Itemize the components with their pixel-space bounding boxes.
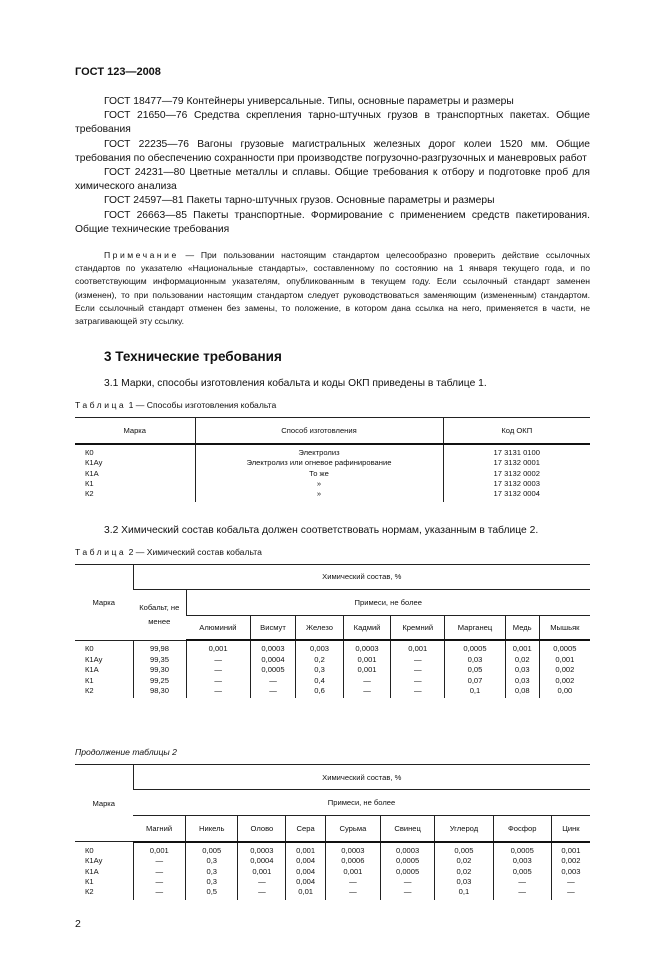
header-element: Сурьма: [325, 816, 380, 842]
table-cell: 0,0005: [445, 640, 505, 654]
table-cell: 0,004: [286, 867, 326, 877]
cell-marka: К0: [85, 447, 94, 457]
table-cell: 0,3: [186, 877, 238, 887]
table-cell: —: [133, 877, 186, 887]
table-cell: 0,004: [286, 856, 326, 866]
table-cell: 0,02: [505, 655, 539, 665]
header-element: Железо: [296, 615, 344, 640]
reference-item: ГОСТ 26663—85 Пакеты транспортные. Формирование с применением средств пакетирования. Общие технические требования: [75, 209, 590, 235]
cell-marka: К1: [85, 478, 94, 488]
table-cell: 0,0005: [380, 867, 434, 877]
table-cell: 99,35: [133, 655, 186, 665]
table-cell: —: [493, 877, 551, 887]
table-cell: 0,03: [445, 655, 505, 665]
header-impurities: Примеси, не более: [186, 589, 590, 615]
cell-marka: К2: [85, 489, 94, 499]
table-cell: —: [250, 686, 295, 698]
table-cell: —: [343, 686, 390, 698]
table-cell: 0,6: [296, 686, 344, 698]
table1-caption: [75, 399, 590, 411]
table-cell: 0,08: [505, 686, 539, 698]
table-cell: 0,0005: [539, 640, 590, 654]
table-row: [75, 640, 590, 654]
page-number: 2: [75, 917, 81, 930]
table-label: Таблица: [75, 400, 127, 411]
header-element: Кремний: [391, 615, 445, 640]
reference-item: ГОСТ 18477—79 Контейнеры универсальные. Типы, основные параметры и размеры: [104, 96, 514, 107]
paragraph-3-2: 3.2 Химический состав кобальта должен соответствовать нормам, указанным в таблице 2.: [104, 524, 539, 536]
header-element: Кадмий: [343, 615, 390, 640]
table-cell: 0,3: [186, 867, 238, 877]
table-caption-text: 1 — Способы изготовления кобальта: [126, 400, 277, 411]
header-marka: Марка: [75, 765, 133, 842]
table-cell: —: [551, 877, 590, 887]
table-cell: 0,0006: [325, 856, 380, 866]
table-2-continuation: [75, 764, 590, 900]
table-cell: 0,5: [186, 887, 238, 899]
header-element: Фосфор: [493, 816, 551, 842]
table-cell: »: [195, 479, 443, 489]
table-cell: Электролиз или огневое рафинирование: [195, 458, 443, 468]
table-cell: 0,02: [435, 867, 493, 877]
table-caption-text: 2 — Химический состав кобальта: [126, 546, 262, 557]
table-cell: 0,07: [445, 676, 505, 686]
table-cell: 0,001: [286, 842, 326, 856]
table-cell: 0,0004: [238, 856, 286, 866]
reference-item: ГОСТ 24231—80 Цветные металлы и сплавы. Общие требования к отбору и подготовке проб для химического анализа: [75, 167, 590, 193]
header-element: Мышьяк: [539, 615, 590, 640]
table-cell: 0,001: [391, 640, 445, 654]
header-method: Способ изготовления: [195, 418, 443, 444]
reference-item: ГОСТ 21650—76 Средства скрепления тарно-штучных грузов в транспортных пакетах. Общие требования: [75, 110, 590, 136]
table-cell: —: [133, 856, 186, 866]
header-composition: Химический состав, %: [133, 765, 590, 790]
reference-item: ГОСТ 22235—76 Вагоны грузовые магистральных железных дорог колеи 1520 мм. Общие требования по обеспечению сохранности при производстве погрузочно-разгрузочных и маневровых работ: [75, 138, 590, 164]
table-cell: —: [186, 665, 250, 675]
header-element: Цинк: [551, 816, 590, 842]
table-cell: —: [133, 887, 186, 899]
table-row: [75, 444, 590, 458]
table-cell: 17 3131 0100: [443, 444, 590, 458]
table-cell: —: [186, 676, 250, 686]
table-cell: 0,0003: [250, 640, 295, 654]
table-cell: 0,3: [186, 856, 238, 866]
note-label: Примечание: [104, 250, 179, 261]
cell-marka: К1: [85, 877, 94, 887]
table-cell: 0,001: [539, 655, 590, 665]
table-cell: 17 3132 0003: [443, 479, 590, 489]
table-row: [75, 479, 590, 489]
table-cell: 0,001: [186, 640, 250, 654]
table-cell: 0,0004: [250, 655, 295, 665]
cell-marka: К1А: [85, 665, 99, 675]
table-cell: 0,1: [435, 887, 493, 899]
table-cell: —: [380, 887, 434, 899]
table-cell: 0,003: [551, 867, 590, 877]
cell-marka: К1А: [85, 468, 99, 478]
table-cell: 0,1: [445, 686, 505, 698]
table-cell: 98,30: [133, 686, 186, 698]
table-cell: —: [238, 877, 286, 887]
table-cell: 0,001: [325, 867, 380, 877]
table-cell: 0,0005: [380, 856, 434, 866]
table-cell: —: [391, 655, 445, 665]
table-row: [75, 676, 590, 686]
table-cell: —: [186, 655, 250, 665]
paragraph-3-1: 3.1 Марки, способы изготовления кобальта и коды ОКП приведены в таблице 1.: [104, 378, 487, 390]
table-cell: 0,0003: [343, 640, 390, 654]
note-text: — При пользовании настоящим стандартом целесообразно проверить действие ссылочных стандартов по указателю «Национальные стандарты», составленному по состоянию на 1 января текущего года, и по соответствующим информационным указателям, опубликованным в текущем году. Если ссылочный стандарт заменен (изменен), то при пользовании настоящим стандартом следует руководствоваться заменяющим (измененным) стандартом. Если ссылочный стандарт отменен без замены, то положение, в котором дана ссылка на него, применяется в части, не затрагивающей эту ссылку.: [75, 250, 590, 327]
table-cell: 0,03: [505, 665, 539, 675]
header-element: Медь: [505, 615, 539, 640]
header-okp: Код ОКП: [443, 418, 590, 444]
table-cell: 0,03: [435, 877, 493, 887]
cell-marka: К0: [85, 845, 94, 855]
table-cell: 0,001: [343, 665, 390, 675]
header-element: Марганец: [445, 615, 505, 640]
table-cell: 0,002: [551, 856, 590, 866]
table-cell: 0,2: [296, 655, 344, 665]
table-cell: —: [238, 887, 286, 899]
cell-marka: К2: [85, 887, 94, 897]
table-label: Таблица: [75, 546, 127, 557]
cell-marka: К1Ау: [85, 654, 103, 664]
table-cell: 0,003: [493, 856, 551, 866]
table-row: [75, 887, 590, 899]
cell-marka: К1А: [85, 866, 99, 876]
table-cell: —: [391, 676, 445, 686]
header-element: Алюминий: [186, 615, 250, 640]
table-cell: 17 3132 0004: [443, 489, 590, 501]
caption-text: Продолжение таблицы 2: [75, 747, 177, 758]
document-header: ГОСТ 123—2008: [75, 66, 161, 78]
table-cell: 0,005: [493, 867, 551, 877]
table-cell: 99,30: [133, 665, 186, 675]
table-cell: —: [343, 676, 390, 686]
table-cell: —: [391, 686, 445, 698]
table-cell: 17 3132 0002: [443, 469, 590, 479]
table2-caption: [75, 546, 590, 558]
table-row: [75, 458, 590, 468]
table-cell: »: [195, 489, 443, 501]
header-element: Висмут: [250, 615, 295, 640]
header-element: Олово: [238, 816, 286, 842]
table-cell: —: [186, 686, 250, 698]
table-cell: 0,01: [286, 887, 326, 899]
table-cell: 0,004: [286, 877, 326, 887]
table-cell: 99,25: [133, 676, 186, 686]
header-element: Сера: [286, 816, 326, 842]
table-row: [75, 867, 590, 877]
table-cell: —: [325, 887, 380, 899]
header-marka: Марка: [75, 418, 195, 444]
table-row: [75, 686, 590, 698]
table-cell: 0,0003: [380, 842, 434, 856]
table-cell: 0,002: [539, 676, 590, 686]
cell-marka: К2: [85, 685, 94, 695]
table-row: [75, 469, 590, 479]
table-cell: 0,003: [296, 640, 344, 654]
table-cell: 0,001: [551, 842, 590, 856]
table-cell: То же: [195, 469, 443, 479]
table-cell: —: [391, 665, 445, 675]
header-impurities: Примеси, не более: [133, 790, 590, 816]
table2-continuation-caption: [75, 746, 590, 758]
table-cell: 0,005: [435, 842, 493, 856]
table-1: [75, 417, 590, 502]
table-cell: —: [250, 676, 295, 686]
table-cell: 0,00: [539, 686, 590, 698]
table-2: [75, 564, 590, 699]
table-row: [75, 489, 590, 501]
cell-marka: К1Ау: [85, 458, 103, 468]
table-cell: 0,001: [133, 842, 186, 856]
table-cell: 0,3: [296, 665, 344, 675]
table-cell: —: [493, 887, 551, 899]
table-cell: 0,4: [296, 676, 344, 686]
table-cell: 0,002: [539, 665, 590, 675]
section-title: 3 Технические требования: [104, 349, 282, 365]
cell-marka: К0: [85, 644, 94, 654]
table-cell: 0,005: [186, 842, 238, 856]
table-cell: 0,02: [435, 856, 493, 866]
table-cell: Электролиз: [195, 444, 443, 458]
table-cell: 0,0005: [250, 665, 295, 675]
table-cell: 0,0003: [238, 842, 286, 856]
reference-item: ГОСТ 24597—81 Пакеты тарно-штучных грузов. Основные параметры и размеры: [104, 195, 495, 207]
table-cell: 0,001: [505, 640, 539, 654]
table-cell: —: [133, 867, 186, 877]
note: [75, 249, 590, 328]
header-element: Никель: [186, 816, 238, 842]
table-cell: 99,98: [133, 640, 186, 654]
table-row: [75, 877, 590, 887]
table-row: [75, 665, 590, 675]
header-marka: Марка: [75, 564, 133, 640]
references-list: [75, 95, 590, 237]
table-cell: —: [325, 877, 380, 887]
table-cell: 0,001: [343, 655, 390, 665]
table-cell: 0,001: [238, 867, 286, 877]
header-element: Углерод: [435, 816, 493, 842]
table-row: [75, 842, 590, 856]
table-cell: 17 3132 0001: [443, 458, 590, 468]
table-cell: —: [380, 877, 434, 887]
header-composition: Химический состав, %: [133, 564, 590, 589]
table-row: [75, 856, 590, 866]
table-cell: 0,0005: [493, 842, 551, 856]
table-row: [75, 655, 590, 665]
header-element: Магний: [133, 816, 186, 842]
header-element: Свинец: [380, 816, 434, 842]
table-cell: —: [551, 887, 590, 899]
table-cell: 0,05: [445, 665, 505, 675]
header-cobalt: Кобальт, не менее: [133, 589, 186, 640]
cell-marka: К1Ау: [85, 856, 103, 866]
cell-marka: К1: [85, 675, 94, 685]
table-cell: 0,03: [505, 676, 539, 686]
table-cell: 0,0003: [325, 842, 380, 856]
